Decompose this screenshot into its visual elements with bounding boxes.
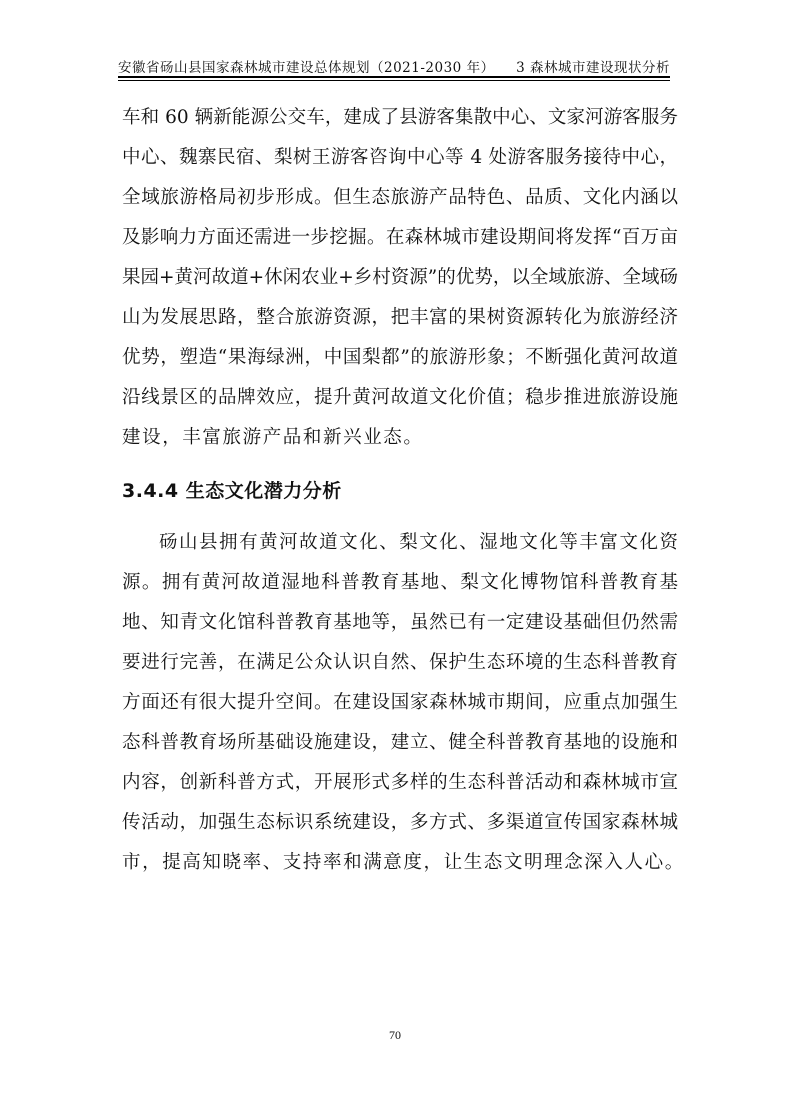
paragraph-line: 中心、魏寨民宿、梨树王游客咨询中心等 4 处游客服务接待中心， (122, 147, 678, 168)
paragraph-line: 及影响力方面还需进一步挖掘。在森林城市建设期间将发挥“百万亩 (122, 227, 678, 248)
paragraph-line: 方面还有很大提升空间。在建设国家森林城市期间，应重点加强生 (122, 692, 678, 713)
paragraph-line: 建设，丰富旅游产品和新兴业态。 (122, 427, 424, 448)
paragraph-line: 态科普教育场所基础设施建设，建立、健全科普教育基地的设施和 (122, 732, 678, 753)
paragraph-line: 传活动，加强生态标识系统建设，多方式、多渠道宣传国家森林城 (122, 812, 678, 833)
paragraph-line: 地、知青文化馆科普教育基地等，虽然已有一定建设基础但仍然需 (122, 612, 678, 633)
paragraph-line: 优势，塑造“果海绿洲，中国梨都”的旅游形象；不断强化黄河故道 (122, 347, 678, 368)
paragraph-eco-culture (122, 523, 685, 883)
paragraph-line: 内容，创新科普方式，开展形式多样的生态科普活动和森林城市宣 (122, 772, 678, 793)
paragraph-line: 砀山县拥有黄河故道文化、梨文化、湿地文化等丰富文化资 (159, 532, 678, 553)
paragraph-line: 要进行完善，在满足公众认识自然、保护生态环境的生态科普教育 (122, 652, 678, 673)
running-header (118, 56, 670, 76)
paragraph-line: 山为发展思路，整合旅游资源，把丰富的果树资源转化为旅游经济 (122, 307, 678, 328)
paragraph-line: 车和 60 辆新能源公交车，建成了县游客集散中心、文家河游客服务 (122, 107, 678, 128)
paragraph-line: 市，提高知晓率、支持率和满意度，让生态文明理念深入人心。 (122, 852, 685, 873)
section-heading: 3.4.4 生态文化潜力分析 (122, 480, 342, 502)
paragraph-line: 全域旅游格局初步形成。但生态旅游产品特色、品质、文化内涵以 (122, 187, 678, 208)
header-chapter-title: 3 森林城市建设现状分析 (516, 60, 670, 76)
paragraph-line: 果园+黄河故道+休闲农业+乡村资源”的优势，以全域旅游、全域砀 (122, 267, 678, 288)
page-number: 70 (389, 1028, 401, 1042)
header-rule-thin (118, 80, 670, 81)
paragraph-line: 源。拥有黄河故道湿地科普教育基地、梨文化博物馆科普教育基 (122, 572, 678, 593)
paragraph-tourism (122, 98, 678, 458)
page-body (122, 98, 685, 883)
header-rule (118, 76, 670, 78)
header-document-title: 安徽省砀山县国家森林城市建设总体规划（2021-2030 年） (118, 60, 495, 76)
paragraph-line: 沿线景区的品牌效应，提升黄河故道文化价值；稳步推进旅游设施 (122, 387, 678, 408)
